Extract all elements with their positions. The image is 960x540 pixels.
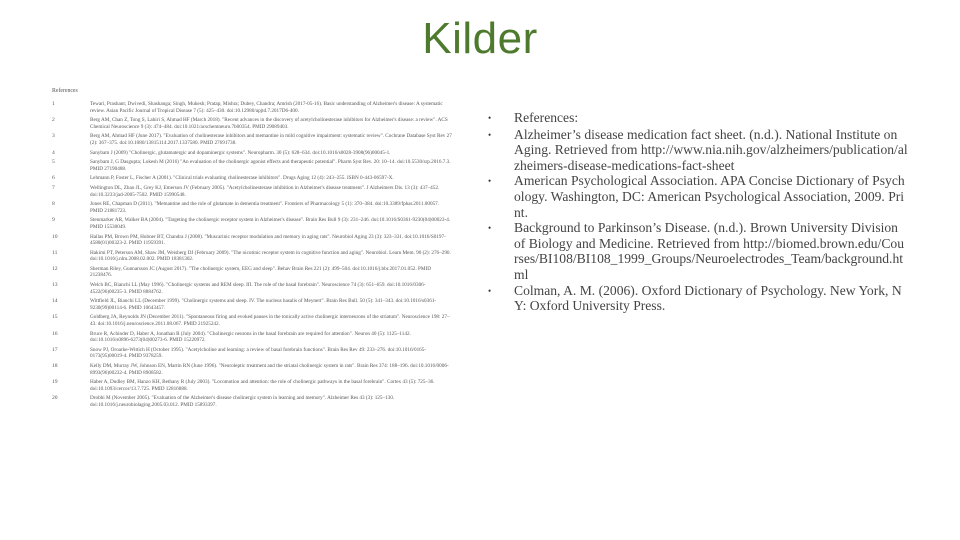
reference-number: 5 xyxy=(52,159,55,166)
reference-text: Berg AM, Chan Z, Tong S, Lahiri S, Ahmad HF (March 2018). "Recent advances in the discovery of acetylcholinesterase inhibitors for Alzheimer's disease: a review". ACS Chemical Neuroscience 9 (3): 474–484. doi:10.1021/acschemneuro.7b00354. PMID 29089403. xyxy=(90,117,448,130)
reference-number: 20 xyxy=(52,395,58,402)
bullet-item xyxy=(488,173,908,220)
reference-text: Welch BC, Bianchi LL (May 1996). "Cholinergic systems and REM sleep. III. The role of the basal forebrain". Neuroscience 74 (3): 651–659. doi:10.1016/0306-4522(96)00235-3. PMID 8884762. xyxy=(90,282,426,295)
reference-row xyxy=(52,250,452,263)
bullet-icon: • xyxy=(488,129,492,140)
reference-row xyxy=(52,379,452,392)
bullet-text: Alzheimer’s disease medication fact sheet. (n.d.). National Institute on Aging. Retrieved from http://www.nia.nih.gov/alzheimers/publication/alzheimers-disease-medications-fact-sheet xyxy=(514,126,908,173)
reference-number: 16 xyxy=(52,330,58,337)
bullet-item xyxy=(488,127,908,174)
bullet-item xyxy=(488,110,908,127)
reference-row xyxy=(52,201,452,214)
reference-text: Bruce R, Achinder D, Haber A, Jonathan R (July 2004). "Cholinergic neurons in the basal forebrain are required for attention". Neuron 40 (5): 1125–1142. doi:10.1016/s0896-6273(04)00273-6. PMID 15220972. xyxy=(90,330,411,344)
reference-text: Tewari, Prashant; Dwivedi, Shashanga; Singh, Mukesh; Pratap, Mishra; Dubey, Chandra; Amrish (2017-05-16). Basic understanding of Alzheimer's disease: A systematic review. Asian Pacific Journal of Tropical Disease 7 (5): 425–430. doi:10.12980/apjtd.7.2017D6-400. xyxy=(90,101,443,114)
reference-row xyxy=(52,363,452,376)
reference-number: 3 xyxy=(52,133,55,140)
left-references-heading: References xyxy=(52,88,78,94)
reference-row xyxy=(52,298,452,311)
bullet-icon: • xyxy=(488,113,492,123)
reference-text: Lehmann P, Foster L, Fischer A (2001). "Clinical trials evaluating cholinesterase inhibitors". Drugs Aging 12 (4): 243–255. ISBN 0-443-06597-X. xyxy=(90,175,394,182)
reference-text: Haber A, Dudley BM, Hanzo KH, Bethany R (July 2003). "Locomotion and attention: the role of cholinergic pathways in the basal forebrain". Cortex 43 (5): 725–36. doi:10.1093/cercor/13.7.725. PMID 12816888. xyxy=(90,379,435,392)
reference-number: 14 xyxy=(52,298,58,305)
reference-text: Stenmarker AR, Walker BA (2004). "Targeting the cholinergic receptor system in Alzheimer's disease". Brain Res Bull 9 (3): 231–246. doi:10.1016/S0361-9230(04)00023-4. PMID 15530049. xyxy=(90,217,451,230)
reference-row xyxy=(52,150,452,157)
reference-text: Hallas PM, Brown PM, Hubner BT, Chandra J (2008). "Muscarinic receptor modulation and memory in aging rats". Neurobiol Aging 23 (3): 323–331. doi:10.1016/S0197-4580(01)00323-2. PMID 11959391. xyxy=(90,233,446,247)
bullet-text: References: xyxy=(514,110,579,125)
left-reference-list xyxy=(52,88,452,488)
left-reference-rows xyxy=(52,101,452,409)
reference-text: Wittfield JL, Bianchi LL (December 1999). "Cholinergic systems and sleep. IV. The nucleus basalis of Meynert". Brain Res Bull. 50 (5): 341–343. doi:10.1016/s0361-9230(99)00114-6. PMID 10643457. xyxy=(90,298,437,311)
reference-row xyxy=(52,117,452,130)
reference-text: Sanybam J (2009) "Cholinergic, glutamatergic and dopaminergic systems". Neuropharm. 30 (5): 628–634. doi:10.1016/s0028-3908(96)00045-1. xyxy=(90,149,391,156)
reference-number: 8 xyxy=(52,201,55,208)
reference-row xyxy=(52,234,452,247)
reference-number: 18 xyxy=(52,363,58,369)
reference-number: 9 xyxy=(52,217,55,224)
reference-text: Berg AM, Ahmad HF (June 2017). "Evaluation of cholinesterase inhibitors and memantine in mild cognitive impairment: systematic review". Cochrane Database Syst Rev 27 (2): 367–375. doi:10.1080/13815114.2017.1337580. PMID 27691738. xyxy=(90,133,452,146)
bullet-item xyxy=(488,220,908,282)
reference-number: 15 xyxy=(52,314,58,321)
reference-row xyxy=(52,101,452,114)
reference-row xyxy=(52,331,452,344)
reference-row xyxy=(52,282,452,295)
bullet-text: Colman, A. M. (2006). Oxford Dictionary of Psychology. New York, NY: Oxford University Press. xyxy=(514,282,902,314)
reference-row xyxy=(52,133,452,146)
reference-text: Wellington DL, Zhao JL, Grey KJ, Emerson JV (February 2005). "Acetylcholinesterase inhibition in Alzheimer's disease treatment". J Alzheimers Dis. 13 (3): 437–452. doi:10.3233/jad-2005-7502. PMID 15990548. xyxy=(90,184,440,198)
right-reference-list xyxy=(488,110,908,314)
reference-text: Kelly DM, Murray JW, Johnson EN, Martin RN (June 1996). "Neuroleptic treatment and the striatal cholinergic system in rats". Brain Res 374: 188–196. doi:10.1016/0006-8993(96)00232-4. PMID 8908582. xyxy=(90,363,449,376)
bullet-icon: • xyxy=(488,285,492,296)
reference-number: 12 xyxy=(52,265,58,272)
reference-row xyxy=(52,395,452,408)
reference-row xyxy=(52,314,452,327)
reference-number: 10 xyxy=(52,233,58,240)
reference-number: 17 xyxy=(52,346,58,353)
reference-text: Sherman Riley, Gunnarsson JC (August 2017). "The cholinergic system, EEG and sleep". Behav Brain Res 221 (2): 499–504. doi:10.1016/j.bbr.2017.01.052. PMID 21238476. xyxy=(90,265,431,279)
reference-text: Jones RE, Chapman D (2011). "Memantine and the role of glutamate in dementia treatment". Frontiers of Pharmacology 5 (1): 370–384. doi:10.3389/fphar.2011.00057. PMID 21881723. xyxy=(90,201,440,214)
reference-number: 19 xyxy=(52,379,58,386)
reference-text: Sanybam J, G Dasgupta; Lokesh M (2016) "An evaluation of the cholinergic agonist effects and therapeutic potential". Pharm Syst Rev. 20: 10–14. doi:10.5530/srp.2016.7.3. PMID 27190488. xyxy=(90,159,451,172)
bullet-text: American Psychological Association. APA Concise Dictionary of Psychology. Washington, DC: American Psychological Association, 2009. Print. xyxy=(514,173,905,220)
reference-number: 11 xyxy=(52,249,58,256)
reference-text: Drobbi M (November 2005). "Evaluation of the Alzheimer's disease cholinergic system in learning and memory". Alzheimer Res 43 (3): 125–130. doi:10.1016/j.neurobiolaging.2005.03.012. PMID 15893397. xyxy=(90,395,395,408)
reference-number: 13 xyxy=(52,282,58,289)
reference-row xyxy=(52,266,452,279)
reference-row xyxy=(52,159,452,172)
right-reference-items xyxy=(488,110,908,314)
reference-row xyxy=(52,347,452,360)
reference-text: Hakimi PT, Peterson AM, Shaw JM, Weisberg DJ (February 2009). "The nicotinic receptor system in cognitive function and aging". Neurobiol. Learn Mem. 90 (2): 276–290. doi:10.1016/j.nlm.2008.02.002. PMID 18381302. xyxy=(90,249,451,263)
reference-number: 1 xyxy=(52,101,55,107)
bullet-item xyxy=(488,283,908,314)
reference-row xyxy=(52,217,452,230)
bullet-icon: • xyxy=(488,176,492,187)
slide-title: Kilder xyxy=(422,14,538,63)
reference-text: Goldberg JA, Reynolds JN (December 2011). "Spontaneous firing and evoked pauses in the tonically active cholinergic interneurons of the striatum". Neuroscience 198: 27–43. doi:10.1016/j.neuroscience.2011.08.067. PMID 21925242. xyxy=(90,314,450,328)
reference-number: 2 xyxy=(52,117,55,124)
reference-row xyxy=(52,185,452,198)
reference-number: 7 xyxy=(52,184,55,191)
reference-row xyxy=(52,175,452,182)
reference-number: 4 xyxy=(52,149,55,156)
reference-text: Snow PJ, Oroarke-Wittich H (October 1995). "Acetylcholine and learning: a review of basal forebrain functions". Brain Res Rev 49: 233–276. doi:10.1016/0165-0173(95)00019-4. PMID 9378259. xyxy=(90,346,427,360)
bullet-icon: • xyxy=(488,223,492,234)
bullet-text: Background to Parkinson’s Disease. (n.d.). Brown University Division of Biology and Medicine. Retrieved from http://biomed.brown.edu/Courses/BI108/BI108_1999_Groups/Neuroelectrodes_Team/background.html xyxy=(514,220,904,282)
reference-number: 6 xyxy=(52,175,55,182)
